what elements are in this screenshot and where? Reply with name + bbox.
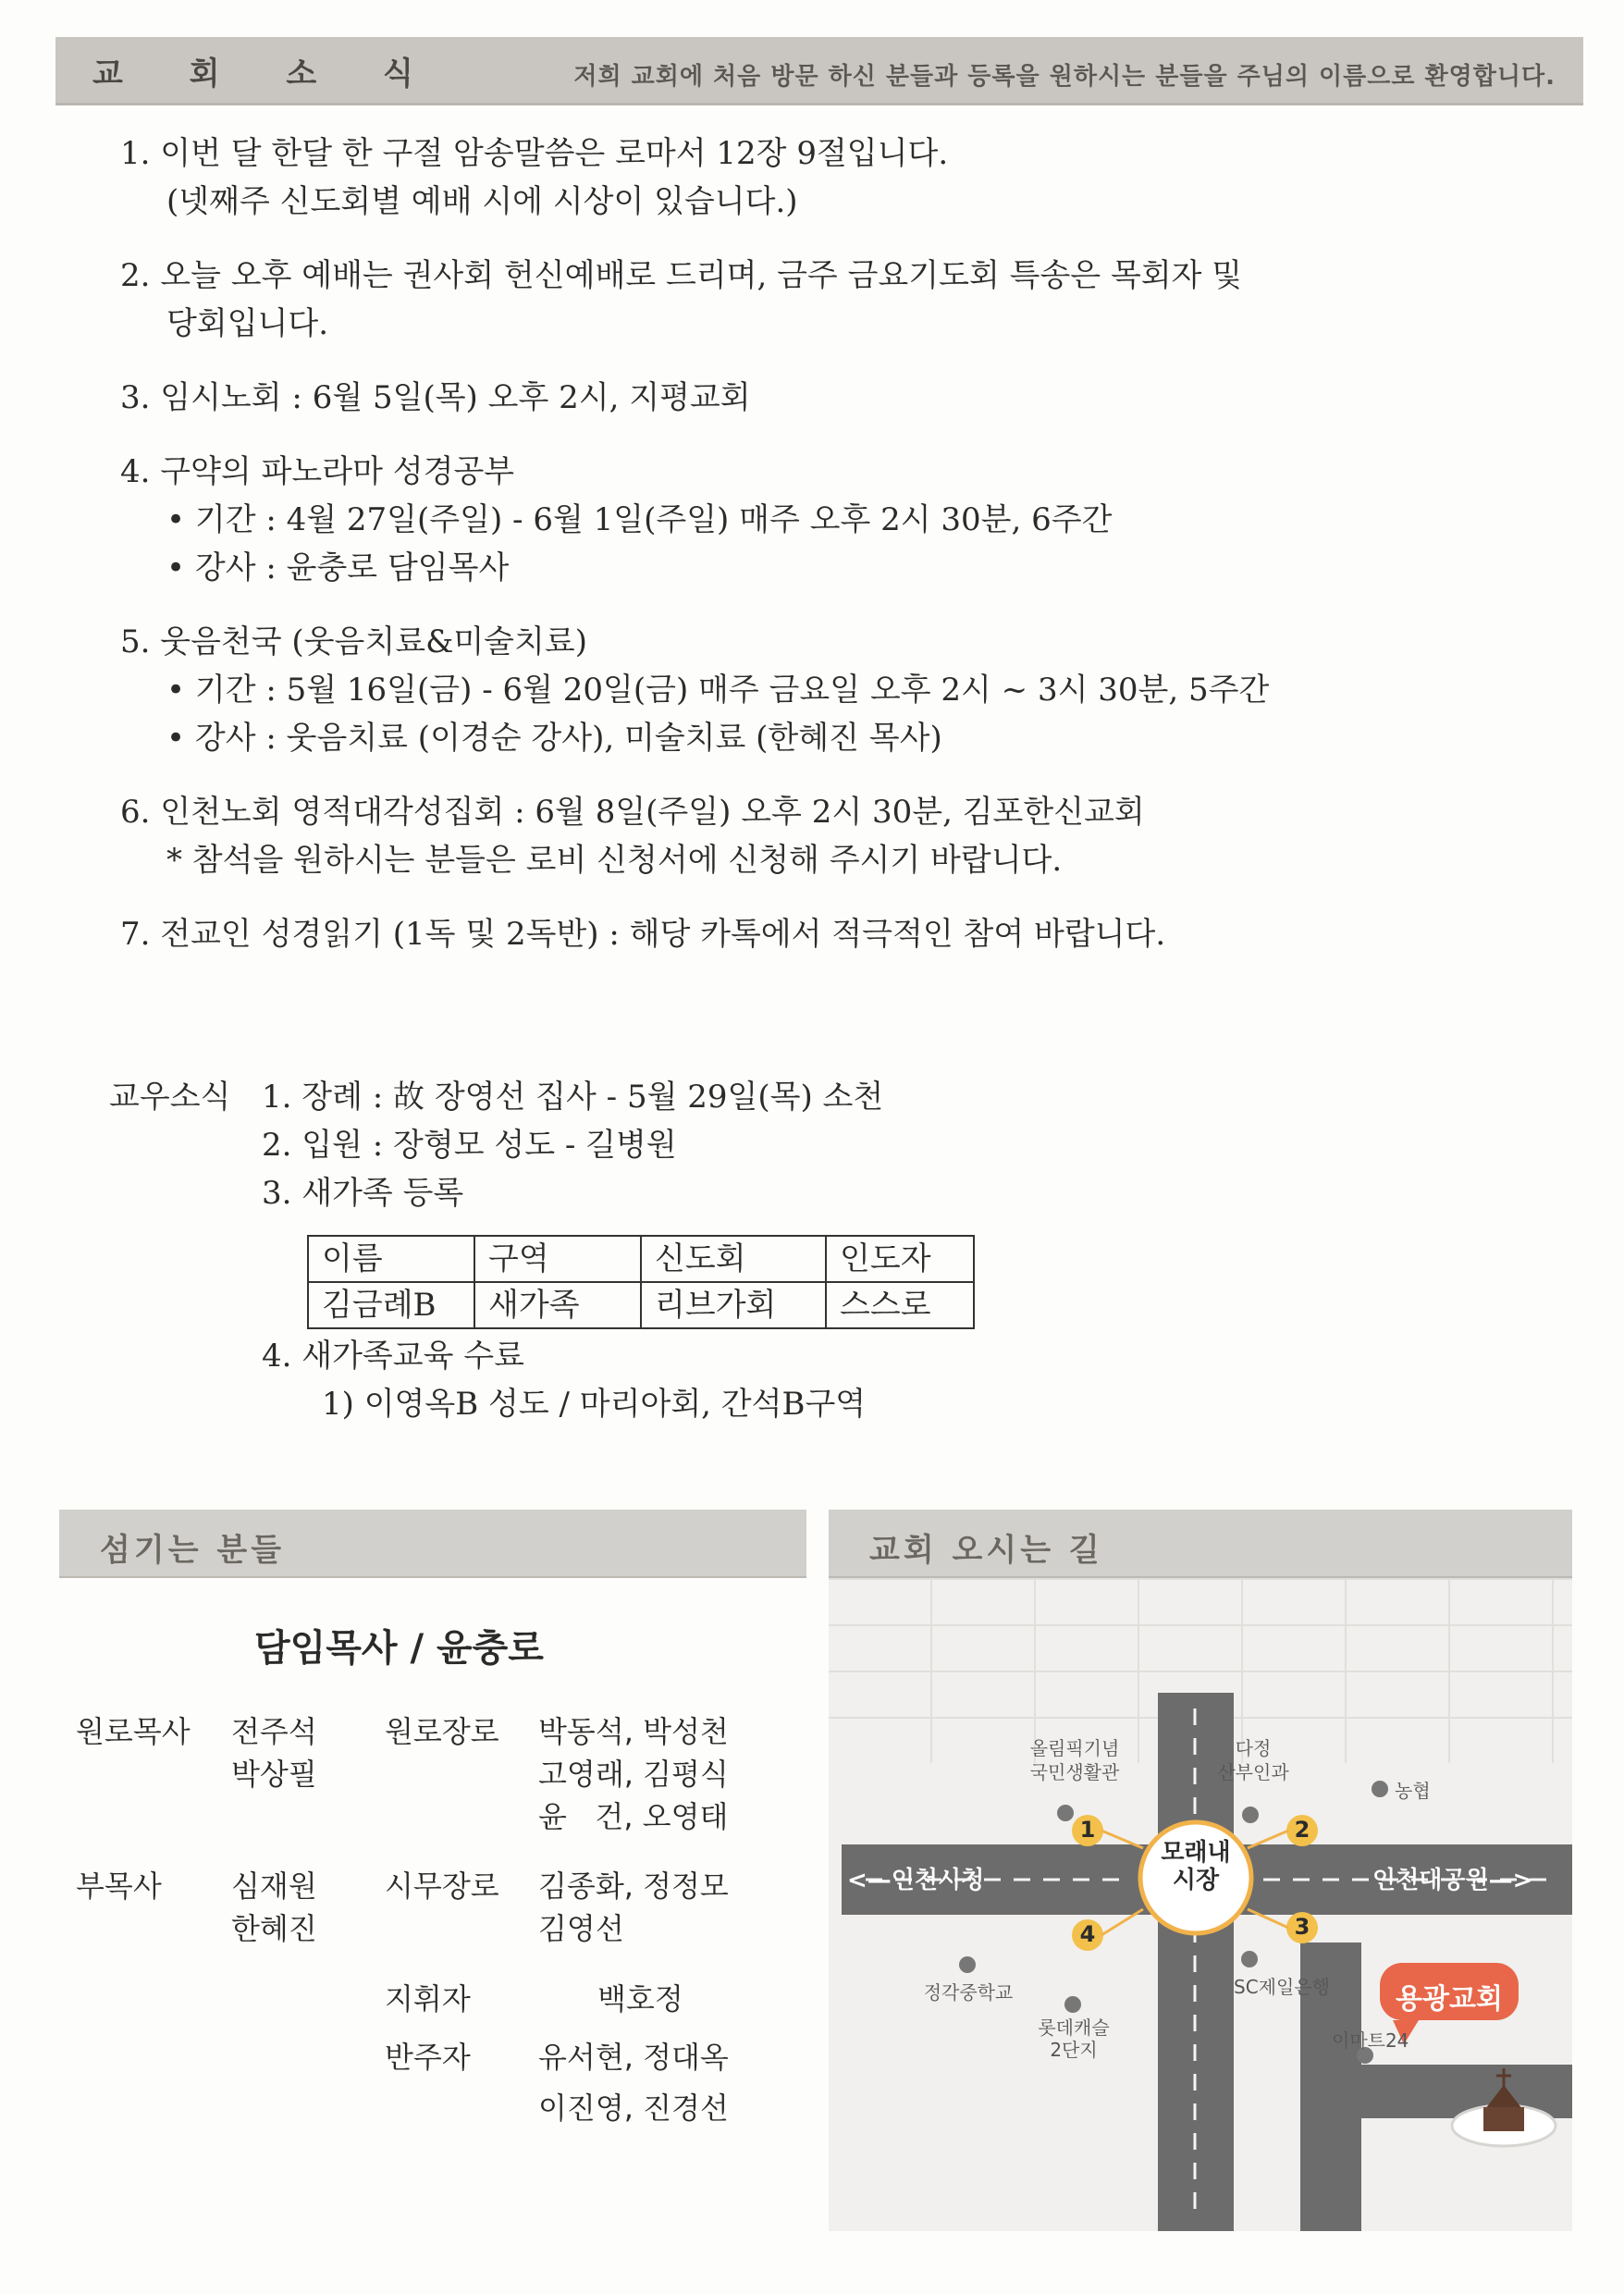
marker-2: 2 — [1294, 1817, 1310, 1843]
staff-section-bar — [59, 1510, 806, 1578]
header-bar — [55, 37, 1583, 105]
left-direction-label: <—인천시청 — [847, 1867, 985, 1894]
church-news-list — [120, 130, 1507, 984]
welcome-tagline: 저희 교회에 처음 방문 하신 분들과 등록을 원하시는 분들을 주님의 이름으로 환영합니다. — [573, 63, 1556, 91]
new-family-table — [307, 1235, 975, 1329]
center-label: 모래내 시장 — [1161, 1839, 1231, 1894]
place-lotte: 롯데캐슬 2단지 — [1038, 2016, 1110, 2061]
news-item: 5. 웃음천국 (웃음치료&미술치료) • 기간 : 5월 16일(금) - 6월 20일(금) 매주 금요일 오후 2시 ~ 3시 30분, 5주간 • 강사 : 웃음치료 (이경순 강사), 미술치료 (한혜진 목사) — [120, 623, 1270, 757]
news-item: 2. 오늘 오후 예배는 권사회 헌신예배로 드리며, 금주 금요기도회 특송은 목회자 및 당회입니다. — [120, 257, 1243, 342]
staff-section-title: 섬기는 분들 — [100, 1532, 286, 1569]
marker-4: 4 — [1079, 1921, 1096, 1947]
directions-map — [829, 1510, 1572, 2231]
member-news-item: 4. 새가족교육 수료 — [262, 1338, 524, 1375]
marker-1: 1 — [1079, 1817, 1096, 1843]
marker-3: 3 — [1294, 1914, 1310, 1940]
place-nonghyup: 농협 — [1395, 1780, 1431, 1802]
news-item: 7. 전교인 성경읽기 (1독 및 2독반) : 해당 카톡에서 적극적인 참여 바랍니다. — [120, 916, 1166, 953]
news-item: 1. 이번 달 한달 한 구절 암송말씀은 로마서 12장 9절입니다. (넷째주 신도회별 예배 시에 시상이 있습니다.) — [120, 135, 949, 220]
place-sc-bank: SC제일은행 — [1234, 1976, 1330, 1998]
news-item: 6. 인천노회 영적대각성집회 : 6월 8일(주일) 오후 2시 30분, 김포한신교회 * 참석을 원하시는 분들은 로비 신청서에 신청해 주시기 바랍니다. — [120, 794, 1145, 879]
place-dajeong: 다정 산부인과 — [1217, 1737, 1289, 1783]
member-news-item: 3. 새가족 등록 — [262, 1175, 464, 1212]
place-olympic: 올림픽기념 국민생활관 — [1029, 1737, 1120, 1783]
table-row: 김금례B 새가족 리브가회 스스로 — [308, 1282, 974, 1328]
member-news-label: 교우소식 — [109, 1079, 231, 1116]
place-emart: 이마트24 — [1332, 2029, 1409, 2052]
right-direction-label: 인천대공원—> — [1372, 1867, 1533, 1894]
table-header-row: 이름 구역 신도회 인도자 — [308, 1236, 974, 1282]
church-label: 용광교회 — [1396, 1983, 1503, 2016]
place-jeonggak: 정각중학교 — [923, 1981, 1014, 2004]
news-item: 3. 임시노회 : 6월 5일(목) 오후 2시, 지평교회 — [120, 379, 751, 416]
member-news-item: 1. 장례 : 故 장영선 집사 - 5월 29일(목) 소천 — [262, 1079, 884, 1116]
news-item: 4. 구약의 파노라마 성경공부 • 기간 : 4월 27일(주일) - 6월 1일(주일) 매주 오후 2시 30분, 6주간 • 강사 : 윤충로 담임목사 — [120, 453, 1113, 586]
section-title: 교 회 소 식 — [92, 56, 441, 92]
map-section-title: 교회 오시는 길 — [869, 1532, 1103, 1569]
senior-pastor: 담임목사 / 윤충로 — [254, 1627, 544, 1670]
member-news-item: 2. 입원 : 장형모 성도 - 길병원 — [262, 1127, 677, 1164]
graduate-line: 1) 이영옥B 성도 / 마리아회, 간석B구역 — [322, 1386, 867, 1423]
